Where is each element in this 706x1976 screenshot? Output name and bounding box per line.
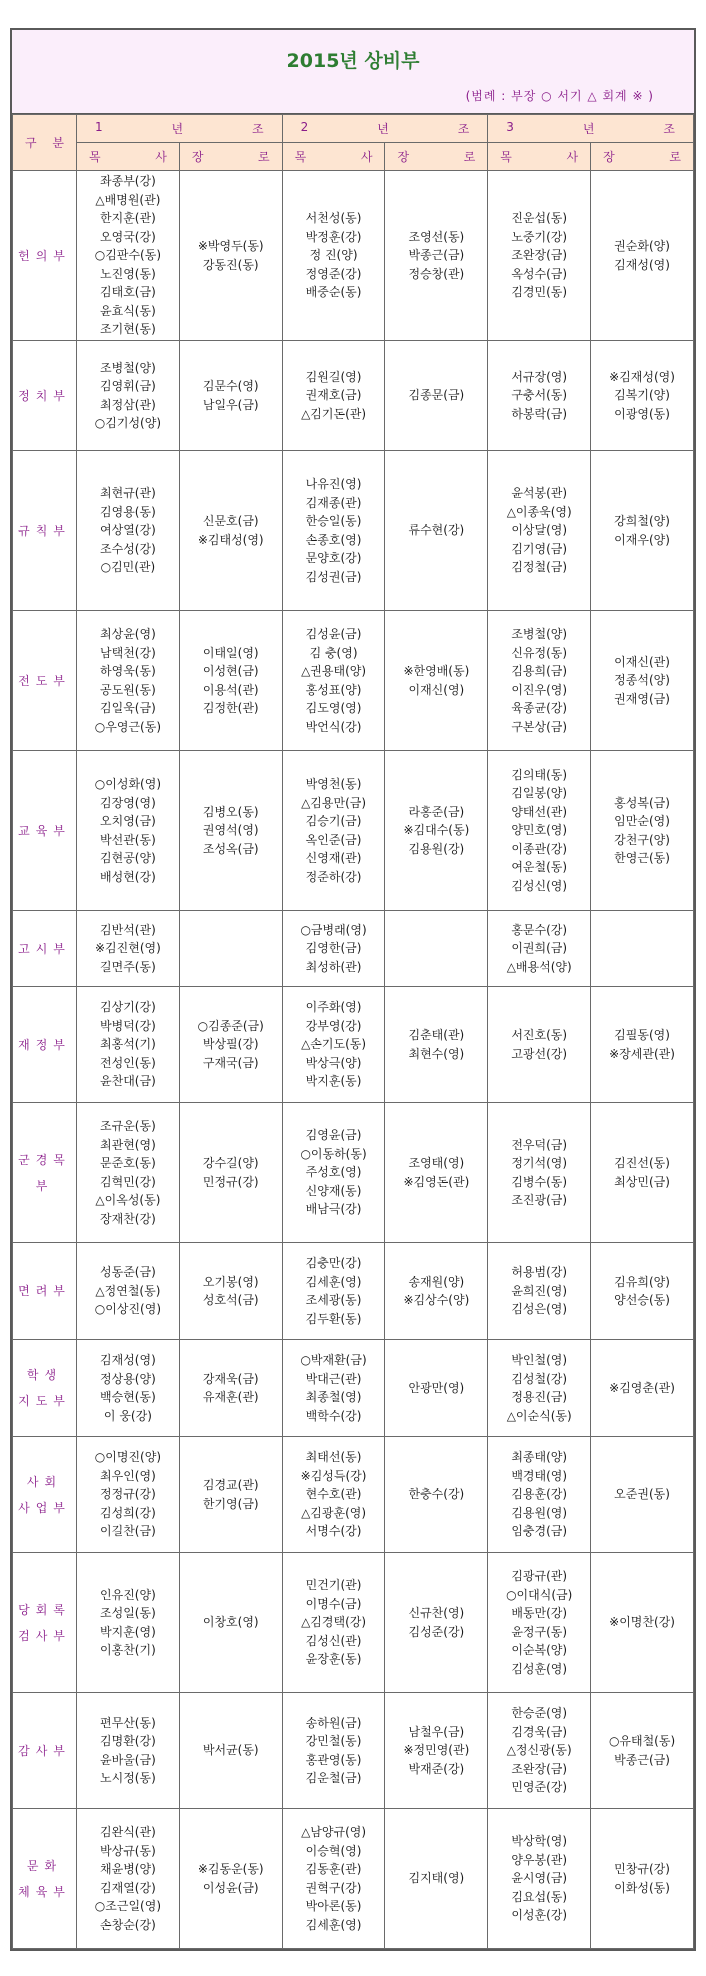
page-title: 2015년 상비부: [286, 50, 420, 72]
elder-names-cell: 김경교(관) 한기영(금): [179, 1437, 282, 1553]
pastor-names-cell: 나유진(영) 김재종(관) 한승일(동) 손종호(영) 문양호(강) 김성권(금): [282, 451, 385, 611]
committee-name: 군경목부: [13, 1103, 77, 1243]
pastor-names-cell: 박영천(동) △김용만(금) 김승기(금) 옥인준(금) 신영재(관) 정준하(강): [282, 751, 385, 911]
elder-names-cell: 한충수(강): [385, 1437, 488, 1553]
header-pastor: 목 사: [488, 143, 591, 171]
table-row: [13, 911, 694, 987]
header-elder: 장 로: [179, 143, 282, 171]
elder-names-cell: 김지태(영): [385, 1809, 488, 1949]
elder-names-cell: 오준권(동): [591, 1437, 694, 1553]
pastor-names-cell: 서천성(동) 박정훈(강) 정 진(양) 정영준(강) 배중순(동): [282, 171, 385, 341]
table-row: [13, 1103, 694, 1243]
elder-names-cell: [385, 911, 488, 987]
elder-names-cell: 이창호(영): [179, 1553, 282, 1693]
elder-names-cell: [591, 911, 694, 987]
pastor-names-cell: 인유진(양) 조성일(동) 박지훈(영) 이홍찬(기): [77, 1553, 180, 1693]
table-row: [13, 1809, 694, 1949]
elder-names-cell: 김필동(영) ※장세관(관): [591, 987, 694, 1103]
elder-names-cell: 류수현(강): [385, 451, 488, 611]
table-row: [13, 1437, 694, 1553]
pastor-names-cell: 성동준(금) △정연철(동) ○이상진(영): [77, 1243, 180, 1340]
pastor-names-cell: 송하원(금) 강민철(동) 홍관영(동) 김운철(금): [282, 1693, 385, 1809]
pastor-names-cell: 박인철(영) 김성철(강) 정용진(금) △이순식(동): [488, 1340, 591, 1437]
committee-name: 고시부: [13, 911, 77, 987]
table-row: [13, 1243, 694, 1340]
pastor-names-cell: 허용범(강) 윤희진(영) 김성은(영): [488, 1243, 591, 1340]
elder-names-cell: 김종문(금): [385, 341, 488, 451]
table-row: [13, 171, 694, 341]
pastor-names-cell: 조규운(동) 최관현(영) 문준호(동) 김혁민(강) △이옥성(동) 장재찬(강): [77, 1103, 180, 1243]
table-row: [13, 1693, 694, 1809]
pastor-names-cell: 김충만(강) 김세훈(영) 조세광(동) 김두환(동): [282, 1243, 385, 1340]
committee-name: 학생 지도부: [13, 1340, 77, 1437]
header-elder: 장 로: [591, 143, 694, 171]
pastor-names-cell: 최현규(관) 김영용(동) 여상열(강) 조수성(강) ○김민(관): [77, 451, 180, 611]
elder-names-cell: 조영태(영) ※김영돈(관): [385, 1103, 488, 1243]
table-row: [13, 1553, 694, 1693]
table-body: [13, 171, 694, 1949]
elder-names-cell: 민창규(강) 이화성(동): [591, 1809, 694, 1949]
committee-name: 면려부: [13, 1243, 77, 1340]
pastor-names-cell: 최태선(동) ※김성득(강) 현수호(관) △김광훈(영) 서명수(강): [282, 1437, 385, 1553]
elder-names-cell: ○김종준(금) 박상필(강) 구재국(금): [179, 987, 282, 1103]
pastor-names-cell: ○금병래(영) 김영한(금) 최성하(관): [282, 911, 385, 987]
elder-names-cell: 신문호(금) ※김태성(영): [179, 451, 282, 611]
pastor-names-cell: 김완식(관) 박상규(동) 채윤병(양) 김재열(강) ○조근일(영) 손창순(강): [77, 1809, 180, 1949]
pastor-names-cell: 한승준(영) 김경욱(금) △정신광(동) 조완장(금) 민영준(강): [488, 1693, 591, 1809]
committee-name: 교육부: [13, 751, 77, 911]
header-elder: 장 로: [385, 143, 488, 171]
elder-names-cell: ※김동운(동) 이성윤(금): [179, 1809, 282, 1949]
pastor-names-cell: 김원길(영) 권재호(금) △김기돈(관): [282, 341, 385, 451]
pastor-names-cell: 서진호(동) 고광선(강): [488, 987, 591, 1103]
pastor-names-cell: 조병철(양) 김영휘(금) 최정삼(관) ○김기성(양): [77, 341, 180, 451]
elder-names-cell: 권순화(양) 김재성(영): [591, 171, 694, 341]
header-grade-1: 1 년 조: [77, 115, 283, 143]
pastor-names-cell: 김영윤(금) ○이동하(동) 주성호(영) 신양재(동) 배남극(강): [282, 1103, 385, 1243]
elder-names-cell: 송재원(양) ※김상수(양): [385, 1243, 488, 1340]
pastor-names-cell: 진운섭(동) 노중기(강) 조완장(금) 옥성수(금) 김경민(동): [488, 171, 591, 341]
pastor-names-cell: ○박재환(금) 박대근(관) 최종철(영) 백학수(강): [282, 1340, 385, 1437]
committee-name: 정치부: [13, 341, 77, 451]
pastor-names-cell: 좌종부(강) △배명원(관) 한지훈(관) 오영국(강) ○김판수(동) 노진영(동) 김태호(금) 윤효식(동) 조기현(동): [77, 171, 180, 341]
pastor-names-cell: 김광규(관) ○이대식(금) 배동만(강) 윤정구(동) 이순복(양) 김성훈(영): [488, 1553, 591, 1693]
pastor-names-cell: 윤석봉(관) △이종욱(영) 이상달(영) 김기영(금) 김정철(금): [488, 451, 591, 611]
committee-name: 헌의부: [13, 171, 77, 341]
elder-names-cell: 강재욱(금) 유재훈(관): [179, 1340, 282, 1437]
pastor-names-cell: 서규장(영) 구충서(동) 하봉락(금): [488, 341, 591, 451]
pastor-names-cell: 박상학(영) 양우봉(관) 윤시영(금) 김요섭(동) 이성훈(강): [488, 1809, 591, 1949]
committee-name: 감사부: [13, 1693, 77, 1809]
elder-names-cell: ※박영두(동) 강동진(동): [179, 171, 282, 341]
title-box: [12, 30, 694, 114]
elder-names-cell: 안광만(영): [385, 1340, 488, 1437]
committee-name: 문화 체육부: [13, 1809, 77, 1949]
header-grade-3: 3 년 조: [488, 115, 694, 143]
elder-names-cell: 김문수(영) 남일우(금): [179, 341, 282, 451]
legend: (범례 : 부장 ○ 서기 △ 회계 ※ ): [465, 89, 654, 103]
elder-names-cell: 김병오(동) 권영석(영) 조성옥(금): [179, 751, 282, 911]
elder-names-cell: 라홍준(금) ※김대수(동) 김용원(강): [385, 751, 488, 911]
elder-names-cell: 신규찬(영) 김성준(강): [385, 1553, 488, 1693]
pastor-names-cell: 김반석(관) ※김진현(영) 길면주(동): [77, 911, 180, 987]
elder-names-cell: [179, 911, 282, 987]
elder-names-cell: ※김영춘(관): [591, 1340, 694, 1437]
elder-names-cell: 오기봉(영) 성호석(금): [179, 1243, 282, 1340]
committee-name: 규칙부: [13, 451, 77, 611]
committee-name: 전도부: [13, 611, 77, 751]
pastor-names-cell: 김재성(영) 정상용(양) 백승현(동) 이 웅(강): [77, 1340, 180, 1437]
assignment-sheet: [10, 28, 696, 1951]
elder-names-cell: ※이명찬(강): [591, 1553, 694, 1693]
header-grade-2: 2 년 조: [282, 115, 488, 143]
pastor-names-cell: 김의태(동) 김일봉(양) 양태선(관) 양민호(영) 이종관(강) 여운철(동) 김성신(영): [488, 751, 591, 911]
elder-names-cell: 강수길(양) 민정규(강): [179, 1103, 282, 1243]
pastor-names-cell: 편무산(동) 김명환(강) 윤바울(금) 노시정(동): [77, 1693, 180, 1809]
committee-name: 재정부: [13, 987, 77, 1103]
elder-names-cell: 조영선(동) 박종근(금) 정승창(관): [385, 171, 488, 341]
elder-names-cell: 김춘태(관) 최현수(영): [385, 987, 488, 1103]
elder-names-cell: 김진선(동) 최상민(금): [591, 1103, 694, 1243]
elder-names-cell: ※한영배(동) 이재신(영): [385, 611, 488, 751]
committee-name: 사회 사업부: [13, 1437, 77, 1553]
elder-names-cell: ○유태철(동) 박종근(금): [591, 1693, 694, 1809]
header-pastor: 목 사: [77, 143, 180, 171]
elder-names-cell: 박서균(동): [179, 1693, 282, 1809]
pastor-names-cell: 전우덕(금) 정기석(영) 김병수(동) 조진광(금): [488, 1103, 591, 1243]
pastor-names-cell: ○이성화(영) 김장영(영) 오치영(금) 박선관(동) 김현공(양) 배성현(강): [77, 751, 180, 911]
pastor-names-cell: △남양규(영) 이승혁(영) 김동훈(관) 권혁구(강) 박아론(동) 김세훈(영): [282, 1809, 385, 1949]
pastor-names-cell: 김상기(강) 박병덕(강) 최홍석(기) 전성인(동) 윤찬대(금): [77, 987, 180, 1103]
elder-names-cell: 홍성복(금) 임만순(영) 강천구(양) 한영근(동): [591, 751, 694, 911]
elder-names-cell: 김유희(양) 양선승(동): [591, 1243, 694, 1340]
pastor-names-cell: 최종태(양) 백경태(영) 김용훈(강) 김용원(영) 임충경(금): [488, 1437, 591, 1553]
table-row: [13, 611, 694, 751]
pastor-names-cell: 최상윤(영) 남택천(강) 하영욱(동) 공도원(동) 김일욱(금) ○우영근(동): [77, 611, 180, 751]
table-row: [13, 751, 694, 911]
assignment-table: [12, 114, 694, 1949]
pastor-names-cell: 홍문수(강) 이권희(금) △배용석(양): [488, 911, 591, 987]
committee-name: 당회록 검사부: [13, 1553, 77, 1693]
elder-names-cell: ※김재성(영) 김복기(양) 이광영(동): [591, 341, 694, 451]
table-row: [13, 451, 694, 611]
table-row: [13, 1340, 694, 1437]
elder-names-cell: 남철우(금) ※정민영(관) 박재준(강): [385, 1693, 488, 1809]
pastor-names-cell: 민건기(관) 이명수(금) △김경택(강) 김성신(관) 윤장훈(동): [282, 1553, 385, 1693]
elder-names-cell: 이재신(관) 정종석(양) 권재영(금): [591, 611, 694, 751]
pastor-names-cell: ○이명진(양) 최우인(영) 정정규(강) 김성희(강) 이길찬(금): [77, 1437, 180, 1553]
pastor-names-cell: 조병철(양) 신유정(동) 김용희(금) 이진우(영) 육종균(강) 구본상(금): [488, 611, 591, 751]
table-row: [13, 341, 694, 451]
header-category: 구 분: [13, 115, 77, 171]
header-pastor: 목 사: [282, 143, 385, 171]
elder-names-cell: 이태일(영) 이성현(금) 이용석(관) 김정한(관): [179, 611, 282, 751]
table-row: [13, 987, 694, 1103]
pastor-names-cell: 이주화(영) 강부영(강) △손기도(동) 박상극(양) 박지훈(동): [282, 987, 385, 1103]
elder-names-cell: 강희철(양) 이재우(양): [591, 451, 694, 611]
pastor-names-cell: 김성윤(금) 김 충(영) △권용태(양) 홍성표(양) 김도영(영) 박언식(강): [282, 611, 385, 751]
